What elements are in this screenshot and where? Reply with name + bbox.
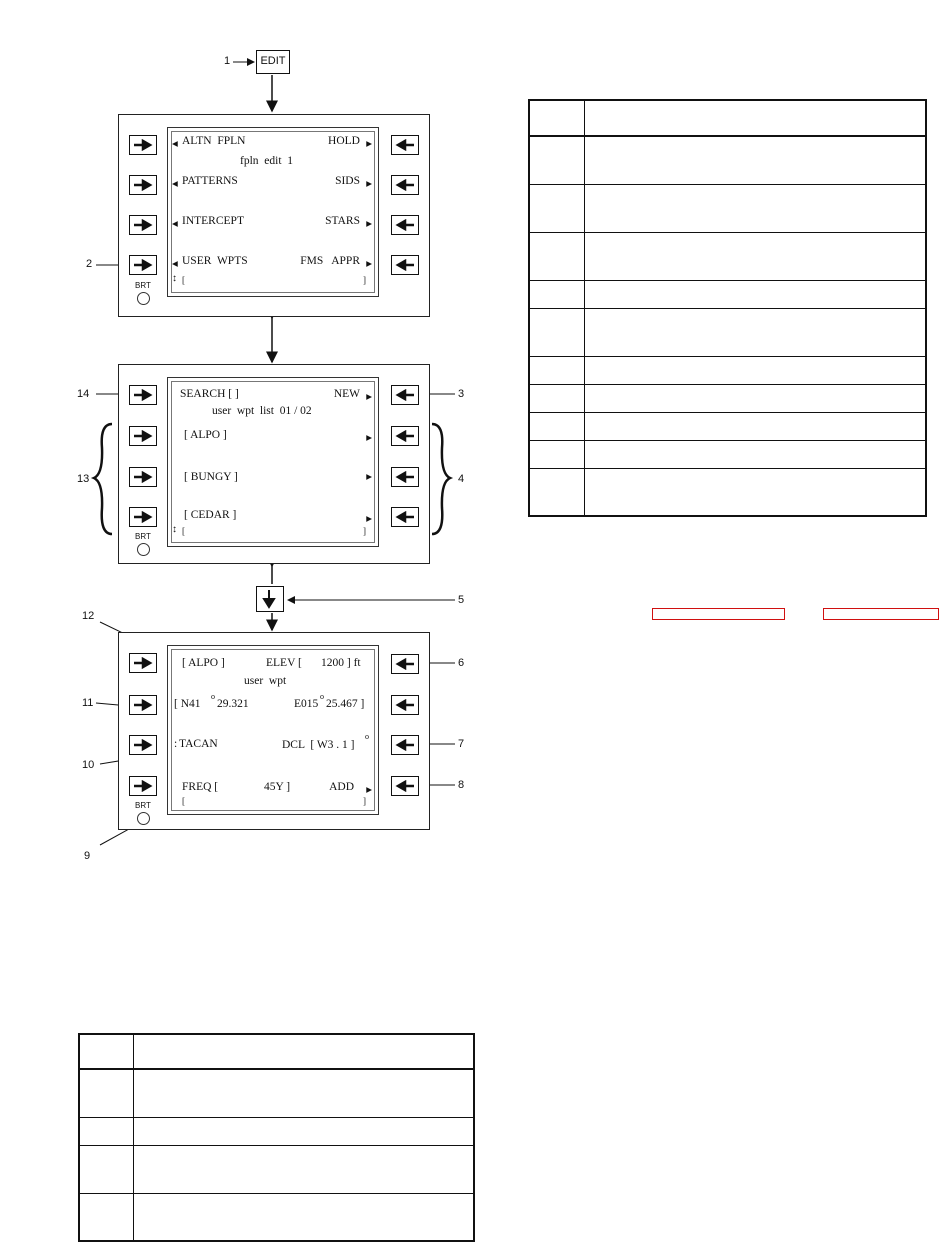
line-select-key-l2[interactable] (129, 695, 157, 715)
menu-stars: STARS (325, 215, 360, 227)
brightness-knob[interactable] (137, 292, 150, 305)
callout-12: 12 (82, 610, 95, 622)
table-header-cell (79, 1034, 134, 1069)
longitude-degree-mark: o (320, 692, 324, 701)
next-page-down-key[interactable] (256, 586, 284, 612)
brt-label: BRT (135, 801, 151, 810)
table-cell (79, 1193, 134, 1241)
scratchpad-open: [ (182, 526, 185, 536)
wpt-entry-alpo: [ ALPO ] (184, 429, 227, 441)
latitude-minutes: 29.321 (217, 698, 249, 710)
longitude-minutes: 25.467 ] (326, 698, 365, 710)
menu-fms-appr: FMS APPR (300, 255, 360, 267)
scratchpad-close: ] (363, 526, 366, 536)
cdu-screen (167, 127, 379, 297)
line-select-key-r4[interactable] (391, 776, 419, 796)
callout-legend-table-2 (78, 1033, 475, 1242)
table-cell (529, 136, 585, 184)
redacted-link-box[interactable] (652, 608, 785, 620)
brt-label: BRT (135, 532, 151, 541)
menu-intercept: INTERCEPT (182, 215, 244, 227)
line-select-key-r4[interactable] (391, 255, 419, 275)
scratchpad-close: ] (363, 275, 366, 285)
latitude-degree-mark: o (211, 692, 215, 701)
table-cell (585, 468, 927, 516)
callout-1: 1 (224, 55, 231, 67)
callout-6: 6 (458, 657, 465, 669)
prompt-arrow-r4: ▸ (366, 784, 372, 796)
callout-9: 9 (84, 850, 91, 862)
scroll-updown-icon: ↕ (172, 273, 177, 284)
left-brace (94, 424, 112, 534)
table-cell (585, 384, 927, 412)
line-select-key-r3[interactable] (391, 215, 419, 235)
menu-patterns: PATTERNS (182, 175, 238, 187)
table-cell (585, 184, 927, 232)
prompt-arrow-r3: ▸ (366, 471, 372, 483)
dcl-field: DCL [ W3 . 1 ] (282, 739, 355, 751)
table-cell (585, 412, 927, 440)
table-cell (529, 232, 585, 280)
prompt-arrow-r4: ▸ (366, 258, 372, 270)
line-select-key-l3[interactable] (129, 735, 157, 755)
wpt-ident: [ ALPO ] (182, 657, 225, 669)
cdu-screen (167, 377, 379, 547)
dcl-degree-mark: o (365, 732, 369, 741)
table-cell (134, 1145, 475, 1193)
prompt-arrow-l2: ◂ (172, 178, 178, 190)
scratchpad-open: [ (182, 796, 185, 806)
wpt-entry-cedar: [ CEDAR ] (184, 509, 237, 521)
page-title: user wpt (244, 675, 287, 687)
right-brace (432, 424, 450, 534)
prompt-arrow-r1: ▸ (366, 138, 372, 150)
prompt-arrow-r2: ▸ (366, 432, 372, 444)
down-arrow-icon (257, 587, 283, 611)
menu-user-wpts: USER WPTS (182, 255, 248, 267)
menu-hold: HOLD (328, 135, 360, 147)
line-select-key-r2[interactable] (391, 175, 419, 195)
prompt-arrow-r1: ▸ (366, 391, 372, 403)
prompt-arrow-r3: ▸ (366, 218, 372, 230)
callout-3: 3 (458, 388, 465, 400)
table-cell (585, 440, 927, 468)
line-select-key-l1[interactable] (129, 385, 157, 405)
table-cell (585, 136, 927, 184)
table-cell (529, 356, 585, 384)
callout-14: 14 (77, 388, 90, 400)
table-header-cell (585, 100, 927, 136)
prompt-arrow-l3: ◂ (172, 218, 178, 230)
line-select-key-l1[interactable] (129, 135, 157, 155)
table-cell (585, 356, 927, 384)
callout-4: 4 (458, 473, 465, 485)
prompt-arrow-l4: ◂ (172, 258, 178, 270)
table-cell (585, 308, 927, 356)
redacted-link-box[interactable] (823, 608, 939, 620)
page-title: user wpt list 01 / 02 (212, 405, 312, 417)
callout-13: 13 (77, 473, 90, 485)
longitude-prefix: E015 (294, 698, 319, 710)
line-select-key-r1[interactable] (391, 654, 419, 674)
table-cell (134, 1117, 475, 1145)
line-select-key-l4[interactable] (129, 507, 157, 527)
table-cell (529, 280, 585, 308)
cdu-panel-user-wpt-list (118, 364, 430, 564)
table-cell (529, 308, 585, 356)
new-prompt: NEW (333, 388, 360, 400)
edit-key[interactable]: EDIT (256, 50, 290, 74)
latitude-prefix: [ N41 (174, 698, 201, 710)
table-cell (134, 1193, 475, 1241)
callout-8: 8 (458, 779, 465, 791)
table-cell (79, 1117, 134, 1145)
type-colon: : (174, 738, 178, 750)
brt-label: BRT (135, 281, 151, 290)
navaid-type: TACAN (179, 738, 218, 750)
callout-5: 5 (458, 594, 465, 606)
callout-7: 7 (458, 738, 465, 750)
callout-11: 11 (82, 697, 94, 709)
line-select-key-l1[interactable] (129, 653, 157, 673)
add-prompt: ADD (329, 781, 354, 793)
line-select-key-r2[interactable] (391, 426, 419, 446)
line-select-key-r2[interactable] (391, 695, 419, 715)
table-cell (585, 280, 927, 308)
callout-2: 2 (86, 258, 93, 270)
line-select-key-l2[interactable] (129, 426, 157, 446)
menu-sids: SIDS (335, 175, 360, 187)
line-select-key-r3[interactable] (391, 735, 419, 755)
table-cell (134, 1069, 475, 1117)
table-cell (529, 184, 585, 232)
table-cell (529, 412, 585, 440)
line-select-key-r3[interactable] (391, 467, 419, 487)
scroll-updown-icon: ↕ (172, 524, 177, 535)
page-title: fpln edit 1 (240, 155, 294, 167)
search-field: SEARCH [ ] (180, 388, 239, 400)
prompt-arrow-r2: ▸ (366, 178, 372, 190)
line-select-key-r1[interactable] (391, 385, 419, 405)
callout-10: 10 (82, 759, 95, 771)
table-cell (79, 1145, 134, 1193)
wpt-entry-bungy: [ BUNGY ] (184, 471, 238, 483)
table-cell (79, 1069, 134, 1117)
freq-label: FREQ [ (182, 781, 219, 793)
menu-altn-fpln: ALTN FPLN (182, 135, 246, 147)
scratchpad-open: [ (182, 275, 185, 285)
line-select-key-l4[interactable] (129, 776, 157, 796)
cdu-panel-fpln-edit (118, 114, 430, 317)
cdu-screen (167, 645, 379, 815)
table-cell (529, 440, 585, 468)
callout-legend-table (528, 99, 927, 517)
elev-value: 1200 ] ft (321, 657, 361, 669)
line-select-key-r4[interactable] (391, 507, 419, 527)
line-select-key-l3[interactable] (129, 467, 157, 487)
prompt-arrow-l1: ◂ (172, 138, 178, 150)
line-select-key-l3[interactable] (129, 215, 157, 235)
table-cell (585, 232, 927, 280)
brightness-knob[interactable] (137, 543, 150, 556)
table-cell (529, 384, 585, 412)
table-header-cell (134, 1034, 475, 1069)
table-header-cell (529, 100, 585, 136)
line-select-key-r1[interactable] (391, 135, 419, 155)
elev-label: ELEV [ (266, 657, 302, 669)
prompt-arrow-r4: ▸ (366, 513, 372, 525)
scratchpad-close: ] (363, 796, 366, 806)
cdu-panel-user-wpt (118, 632, 430, 830)
line-select-key-l4[interactable] (129, 255, 157, 275)
table-cell (529, 468, 585, 516)
freq-value: 45Y ] (264, 781, 291, 793)
line-select-key-l2[interactable] (129, 175, 157, 195)
brightness-knob[interactable] (137, 812, 150, 825)
